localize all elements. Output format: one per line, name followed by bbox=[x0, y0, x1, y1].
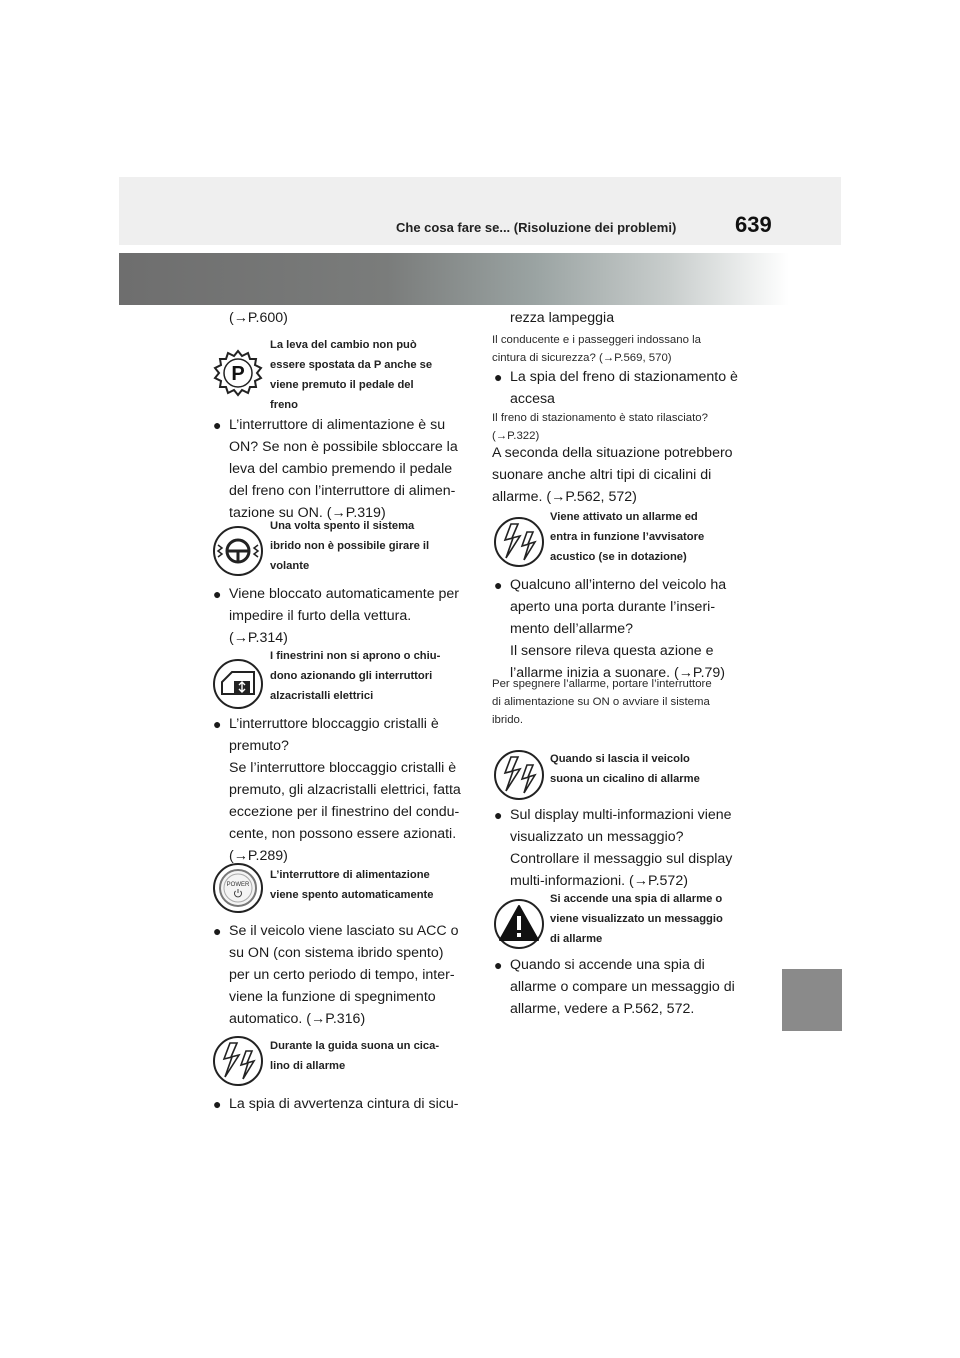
paragraph: A seconda della situazione potrebbero suonare anche altri tipi di cicalini di allarme. (→P.562, 572) bbox=[492, 445, 733, 505]
power-switch-icon bbox=[212, 862, 264, 914]
caption-steering: Una volta spento il sistema ibrido non è possibile girare il volante bbox=[270, 520, 430, 572]
alarm-sound-icon bbox=[212, 1035, 264, 1087]
caption-power-windows: I finestrini non si aprono o chiu- dono azionando gli interruttori alzacristalli elettrici bbox=[270, 650, 441, 702]
caption-power-switch: L’interruttore di alimentazione viene spento automaticamente bbox=[270, 869, 434, 901]
page-reference: (→P.600) bbox=[229, 310, 288, 326]
note: Il freno di stazionamento è stato rilasciato? (→P.322) bbox=[492, 412, 708, 442]
power-window-icon bbox=[212, 658, 264, 710]
gradient-band bbox=[119, 253, 789, 305]
chapter-tab bbox=[782, 969, 842, 1031]
caption-shift-lever: La leva del cambio non può essere spostata da P anche se viene premuto il pedale del freno bbox=[270, 339, 433, 411]
alarm-sound-icon bbox=[493, 516, 545, 568]
page-number: 639 bbox=[735, 212, 772, 237]
svg-text:P: P bbox=[231, 363, 245, 385]
steering-wheel-lock-icon bbox=[212, 525, 264, 577]
caption-driving-alarm: Durante la guida suona un cica- lino di allarme bbox=[270, 1040, 440, 1072]
note: Per spegnere l’allarme, portare l’interruttore di alimentazione su ON o avviare il sistema ibrido. bbox=[492, 678, 712, 726]
section-title: Che cosa fare se... (Risoluzione dei problemi) bbox=[396, 220, 677, 235]
caption-warning-light: Si accende una spia di allarme o viene visualizzato un messaggio di allarme bbox=[550, 893, 723, 945]
parking-gear-icon bbox=[212, 348, 264, 400]
continued-text: rezza lampeggia bbox=[510, 310, 615, 326]
note: Il conducente e i passeggeri indossano la cintura di sicurezza? (→P.569, 570) bbox=[492, 334, 701, 364]
caption-alarm-horn: Viene attivato un allarme ed entra in funzione l’avvisatore acustico (se in dotazione) bbox=[550, 511, 705, 563]
caption-leaving-vehicle: Quando si lascia il veicolo suona un cicalino di allarme bbox=[550, 753, 700, 785]
warning-triangle-icon bbox=[493, 898, 545, 950]
alarm-sound-icon bbox=[493, 749, 545, 801]
svg-text:POWER: POWER bbox=[226, 882, 250, 888]
